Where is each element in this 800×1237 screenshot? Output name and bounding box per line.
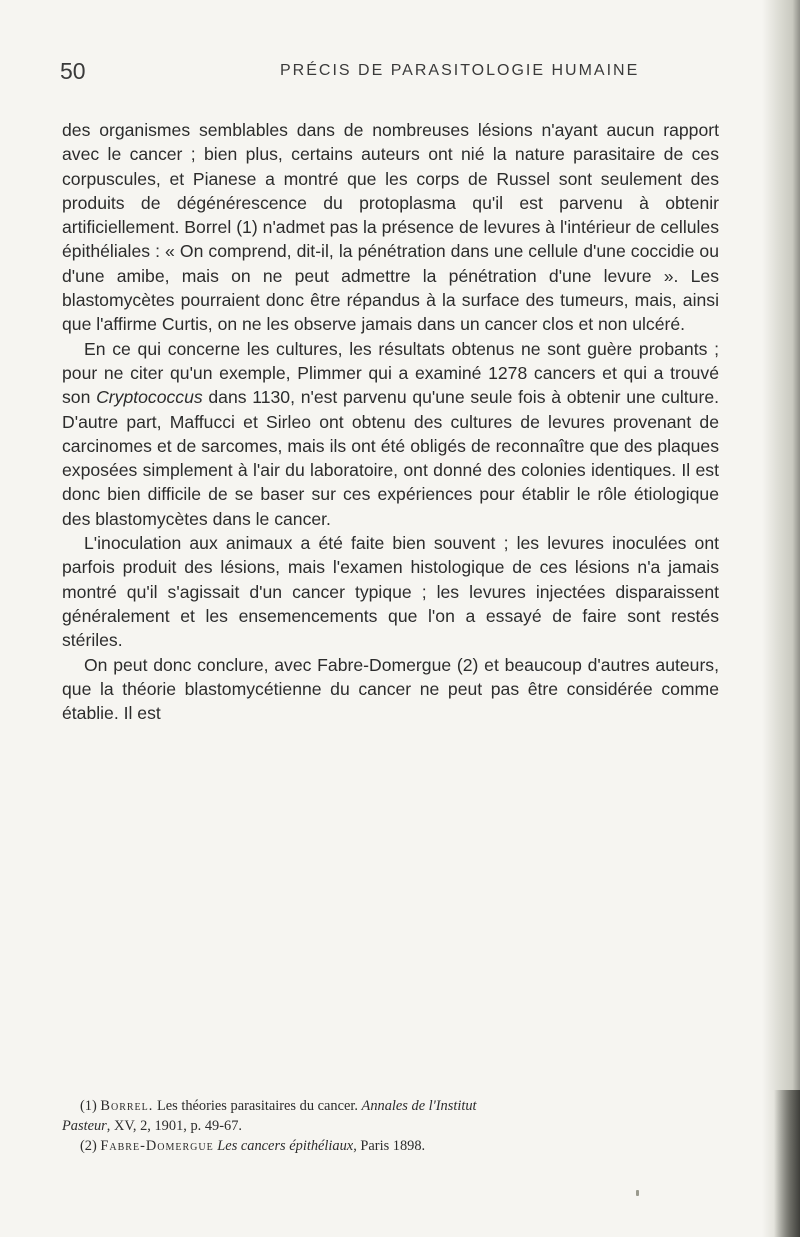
- paragraph: En ce qui concerne les cultures, les résultats obtenus ne sont guère probants ; pour ne citer qu'un exemple, Plimmer qui a examiné 1278 cancers et qui a trouvé son Cryptococcus dans 1130, n'est parvenu qu'une seule fois à obtenir une culture. D'autre part, Maffucci et Sirleo ont obtenu des cultures de levures provenant de carcinomes et de sarcomes, mais ils ont été obligés de reconnaître que des plaques exposées simplement à l'air du laboratoire, ont donné des colonies identiques. Il est donc bien difficile de se baser sur ces expériences pour établir le rôle étiologique des blastomycètes dans le cancer.: [62, 338, 719, 529]
- paragraph: L'inoculation aux animaux a été faite bien souvent ; les levures inoculées ont parfois produit des lésions, mais l'examen histologique de ces lésions n'a jamais montré qu'il s'agissait d'un cancer typique ; les levures injectées disparaissent généralement et les ensemencements que l'on a essayé de faire sont restés stériles.: [62, 533, 719, 651]
- footnote-continuation: Pasteur, XV, 2, 1901, p. 49-67.: [62, 1118, 243, 1134]
- footnotes: [62, 1096, 722, 1156]
- running-title: PRÉCIS DE PARASITOLOGIE HUMAINE: [280, 62, 640, 79]
- footnote-journal: Annales de l'Institut: [361, 1098, 477, 1114]
- page-number: 50: [60, 58, 86, 84]
- footnote-author: Borrel.: [100, 1098, 154, 1114]
- page-header: [60, 58, 720, 98]
- paragraph: On peut donc conclure, avec Fabre-Domergue (2) et beaucoup d'autres auteurs, que la théorie blastomycétienne du cancer ne peut pas être considérée comme établie. Il est: [62, 654, 719, 724]
- footnote-title: Les cancers épithéliaux: [213, 1138, 354, 1154]
- footnote: (1) Borrel. Les théories parasitaires du cancer. Annales de l'Institut: [80, 1098, 477, 1114]
- footnote-author: Fabre-Domergue: [100, 1138, 214, 1154]
- italic-term: Cryptococcus: [96, 387, 203, 408]
- footnote: (2) Fabre-Domergue Les cancers épithéliaux, Paris 1898.: [80, 1138, 426, 1154]
- paragraph: des organismes semblables dans de nombreuses lésions n'ayant aucun rapport avec le cancer ; bien plus, certains auteurs ont nié la nature parasitaire de ces corpuscules, et Pianese a montré que les corps de Russel sont seulement des produits de dégénérescence du protoplasma qu'il est parvenu à obtenir artificiellement. Borrel (1) n'admet pas la présence de levures à l'intérieur de cellules épithéliales : « On comprend, dit-il, la pénétration dans une cellule d'une coccidie ou d'une amibe, mais on ne peut admettre la pénétration d'une levure ». Les blastomycètes pourraient donc être répandus à la surface des tumeurs, mais, ainsi que l'affirme Curtis, on ne les observe jamais dans un cancer clos et non ulcéré.: [62, 120, 719, 335]
- main-text: [62, 118, 719, 725]
- page-edge-shadow: [762, 0, 800, 1237]
- ink-speck: [636, 1190, 639, 1196]
- page-edge-dark: [774, 1090, 800, 1237]
